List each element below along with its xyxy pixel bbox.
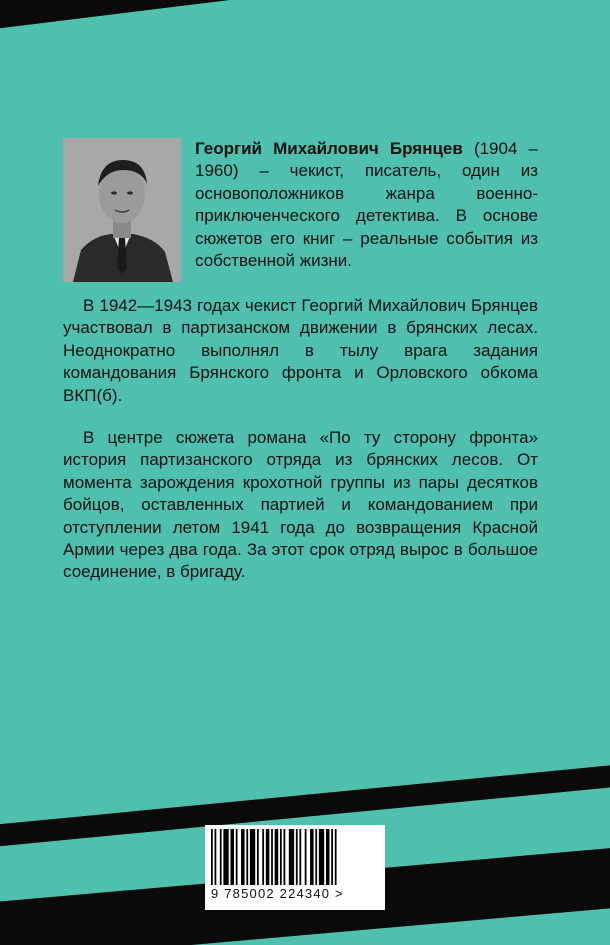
barcode-number: 9 785002 224340 >: [211, 886, 344, 901]
top-diagonal-stripe: [0, 0, 610, 34]
author-name: Георгий Михайлович Брянцев: [195, 139, 463, 158]
description-paragraph-2: В центре сюжета романа «По ту сторону фронта» история партизанского отряда из брянских лесов. От момента зарождения крохотной группы из пары десятков бойцов, оставленных партией и командованием при отступлении летом 1941 года до возвращения Красной Армии через два года. За этот срок отряд вырос в большое соединение, в бригаду.: [63, 428, 538, 582]
isbn-barcode: [205, 825, 385, 910]
description-paragraph-1: В 1942—1943 годах чекист Георгий Михайлович Брянцев участвовал в партизанском движении в брянских лесах. Неоднократно выполнял в тылу врага задания командования Брянского фронта и Орловского обкома ВКП(б).: [63, 296, 538, 405]
author-bio: (1904 – 1960) – чекист, писатель, один из основоположников жанра военно-приключенческого детектива. В основе сюжетов его книг – реальные события из собственной жизни.: [195, 139, 538, 271]
author-intro: [195, 138, 538, 272]
barcode-bars: [211, 829, 379, 885]
author-photo: [63, 138, 181, 282]
